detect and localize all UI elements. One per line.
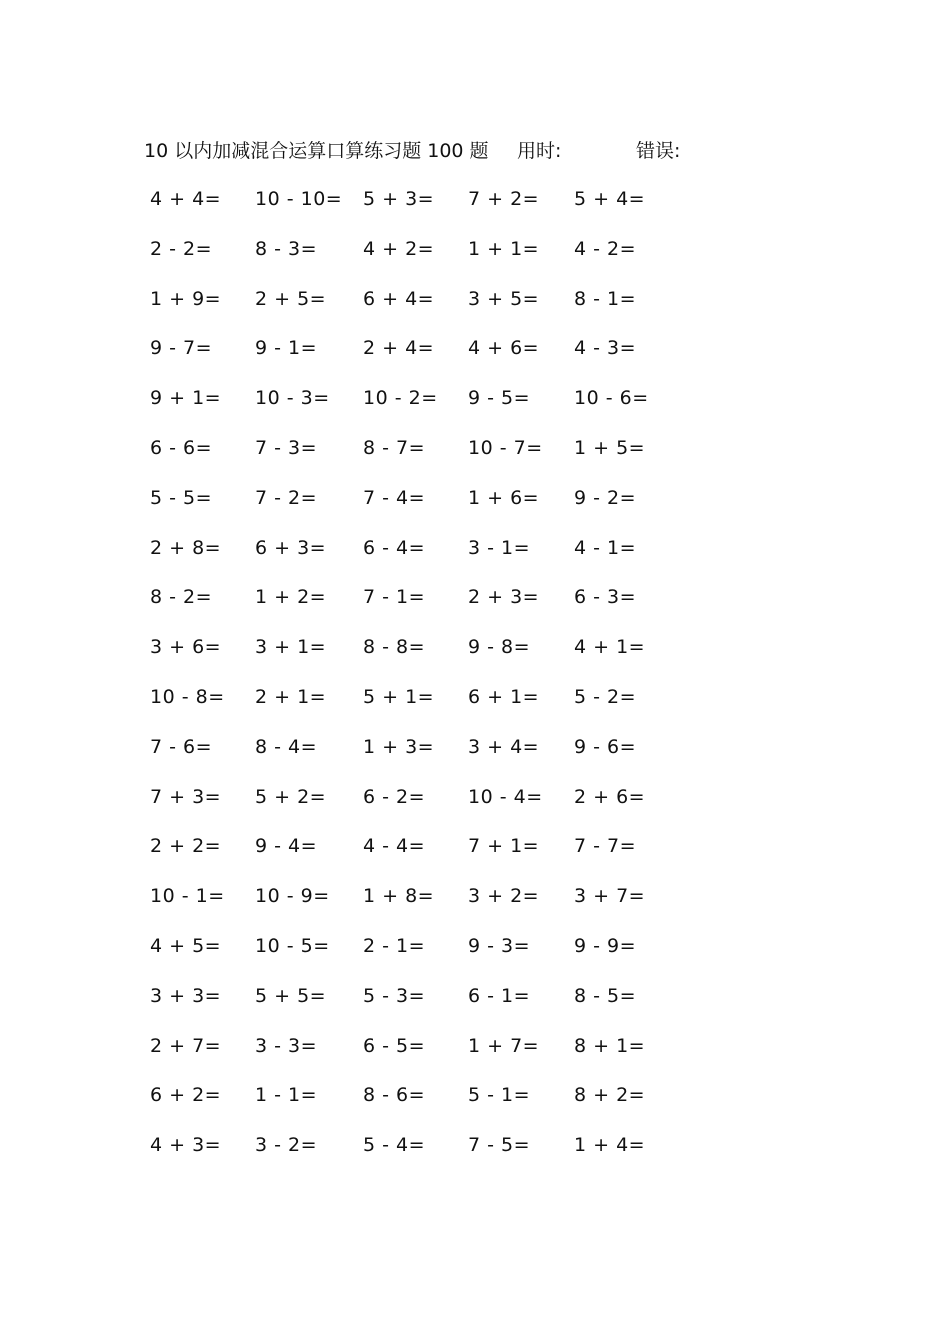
arithmetic-problem: 3 + 7=	[574, 885, 646, 908]
problem-row	[150, 285, 690, 335]
arithmetic-problem: 9 - 7=	[150, 337, 213, 360]
arithmetic-problem: 4 - 1=	[574, 536, 637, 559]
arithmetic-problem: 1 - 1=	[255, 1084, 318, 1107]
arithmetic-problem: 10 - 9=	[255, 885, 330, 908]
arithmetic-problem: 2 + 8=	[150, 536, 222, 559]
arithmetic-problem: 8 - 3=	[255, 237, 318, 260]
arithmetic-problem: 4 + 6=	[468, 337, 540, 360]
problem-row	[150, 534, 690, 584]
arithmetic-problem: 9 - 3=	[468, 934, 531, 957]
problem-row	[150, 334, 690, 384]
arithmetic-problem: 9 - 6=	[574, 735, 637, 758]
arithmetic-problem: 8 - 7=	[363, 436, 426, 459]
arithmetic-problem: 10 - 7=	[468, 436, 543, 459]
arithmetic-problem: 9 + 1=	[150, 387, 222, 410]
arithmetic-problem: 3 + 5=	[468, 287, 540, 310]
arithmetic-problem: 1 + 7=	[468, 1034, 540, 1057]
arithmetic-problem: 6 + 1=	[468, 685, 540, 708]
problem-row	[150, 1131, 690, 1181]
arithmetic-problem: 6 - 5=	[363, 1034, 426, 1057]
time-used-label: 用时:	[517, 140, 562, 162]
arithmetic-problem: 4 + 1=	[574, 636, 646, 659]
arithmetic-problem: 8 - 6=	[363, 1084, 426, 1107]
arithmetic-problem: 4 - 3=	[574, 337, 637, 360]
arithmetic-problem: 5 + 5=	[255, 984, 327, 1007]
problem-row	[150, 235, 690, 285]
arithmetic-problem: 9 - 5=	[468, 387, 531, 410]
arithmetic-problem: 7 + 3=	[150, 785, 222, 808]
arithmetic-problem: 2 + 4=	[363, 337, 435, 360]
arithmetic-problem: 2 + 2=	[150, 835, 222, 858]
problem-row	[150, 484, 690, 534]
arithmetic-problem: 4 + 4=	[150, 188, 222, 210]
arithmetic-problem: 3 - 1=	[468, 536, 531, 559]
arithmetic-problem: 5 + 2=	[255, 785, 327, 808]
arithmetic-problem: 8 - 5=	[574, 984, 637, 1007]
arithmetic-problem: 7 - 4=	[363, 486, 426, 509]
arithmetic-problem: 1 + 2=	[255, 586, 327, 609]
problem-row	[150, 633, 690, 683]
problem-row	[150, 832, 690, 882]
arithmetic-problem: 8 - 8=	[363, 636, 426, 659]
arithmetic-problem: 5 + 1=	[363, 685, 435, 708]
arithmetic-problem: 1 + 8=	[363, 885, 435, 908]
arithmetic-problem: 6 + 3=	[255, 536, 327, 559]
arithmetic-problem: 3 + 4=	[468, 735, 540, 758]
problem-row	[150, 882, 690, 932]
arithmetic-problem: 5 - 4=	[363, 1134, 426, 1157]
worksheet-title: 10 以内加减混合运算口算练习题 100 题	[144, 140, 489, 162]
arithmetic-problem: 5 + 3=	[363, 188, 435, 210]
arithmetic-problem: 7 - 5=	[468, 1134, 531, 1157]
arithmetic-problem: 1 + 6=	[468, 486, 540, 509]
arithmetic-problem: 1 + 9=	[150, 287, 222, 310]
arithmetic-problem: 3 - 3=	[255, 1034, 318, 1057]
arithmetic-problem: 4 + 3=	[150, 1134, 222, 1157]
problem-row	[150, 783, 690, 833]
arithmetic-problem: 5 - 3=	[363, 984, 426, 1007]
arithmetic-problem: 10 - 10=	[255, 188, 343, 210]
arithmetic-problem: 2 + 1=	[255, 685, 327, 708]
problem-row	[150, 583, 690, 633]
problem-row	[150, 185, 690, 235]
arithmetic-problem: 9 - 9=	[574, 934, 637, 957]
arithmetic-problem: 4 - 2=	[574, 237, 637, 260]
arithmetic-problem: 5 - 1=	[468, 1084, 531, 1107]
arithmetic-problem: 10 - 4=	[468, 785, 543, 808]
arithmetic-problem: 6 - 4=	[363, 536, 426, 559]
problem-row	[150, 683, 690, 733]
arithmetic-problem: 7 - 6=	[150, 735, 213, 758]
arithmetic-problem: 7 - 3=	[255, 436, 318, 459]
arithmetic-problem: 9 - 4=	[255, 835, 318, 858]
problem-row	[150, 1032, 690, 1082]
arithmetic-problem: 2 + 7=	[150, 1034, 222, 1057]
arithmetic-problem: 10 - 3=	[255, 387, 330, 410]
arithmetic-problem: 8 - 1=	[574, 287, 637, 310]
arithmetic-problem: 1 + 1=	[468, 237, 540, 260]
arithmetic-problem: 8 + 2=	[574, 1084, 646, 1107]
arithmetic-problem: 7 + 1=	[468, 835, 540, 858]
arithmetic-problem: 4 + 2=	[363, 237, 435, 260]
arithmetic-problem: 2 + 6=	[574, 785, 646, 808]
arithmetic-problem: 6 - 6=	[150, 436, 213, 459]
arithmetic-problem: 4 - 4=	[363, 835, 426, 858]
arithmetic-problem: 5 - 5=	[150, 486, 213, 509]
error-count-label: 错误:	[636, 140, 681, 162]
arithmetic-problem: 10 - 6=	[574, 387, 649, 410]
arithmetic-problem: 2 - 1=	[363, 934, 426, 957]
arithmetic-problem: 10 - 8=	[150, 685, 225, 708]
arithmetic-problem: 5 + 4=	[574, 188, 646, 210]
arithmetic-problem: 4 + 5=	[150, 934, 222, 957]
problem-row	[150, 932, 690, 982]
arithmetic-problem: 9 - 1=	[255, 337, 318, 360]
problem-row	[150, 1081, 690, 1131]
arithmetic-problem: 8 - 2=	[150, 586, 213, 609]
arithmetic-problem: 1 + 5=	[574, 436, 646, 459]
arithmetic-problem: 3 + 6=	[150, 636, 222, 659]
problem-row	[150, 384, 690, 434]
arithmetic-problem: 10 - 1=	[150, 885, 225, 908]
problem-row	[150, 733, 690, 783]
arithmetic-problem: 2 - 2=	[150, 237, 213, 260]
problem-row	[150, 982, 690, 1032]
arithmetic-problem: 6 + 2=	[150, 1084, 222, 1107]
arithmetic-problem: 9 - 8=	[468, 636, 531, 659]
arithmetic-problem: 3 + 3=	[150, 984, 222, 1007]
arithmetic-problem: 2 + 3=	[468, 586, 540, 609]
arithmetic-problem: 1 + 3=	[363, 735, 435, 758]
arithmetic-problem: 8 + 1=	[574, 1034, 646, 1057]
arithmetic-problem: 6 - 2=	[363, 785, 426, 808]
arithmetic-problem: 3 + 1=	[255, 636, 327, 659]
arithmetic-problem: 2 + 5=	[255, 287, 327, 310]
arithmetic-problem: 8 - 4=	[255, 735, 318, 758]
arithmetic-problem: 7 - 2=	[255, 486, 318, 509]
arithmetic-problem: 6 - 3=	[574, 586, 637, 609]
problem-grid	[150, 185, 690, 1181]
arithmetic-problem: 3 - 2=	[255, 1134, 318, 1157]
arithmetic-problem: 7 - 1=	[363, 586, 426, 609]
arithmetic-problem: 7 + 2=	[468, 188, 540, 210]
arithmetic-problem: 9 - 2=	[574, 486, 637, 509]
arithmetic-problem: 1 + 4=	[574, 1134, 646, 1157]
arithmetic-problem: 10 - 2=	[363, 387, 438, 410]
arithmetic-problem: 10 - 5=	[255, 934, 330, 957]
arithmetic-problem: 6 - 1=	[468, 984, 531, 1007]
arithmetic-problem: 3 + 2=	[468, 885, 540, 908]
arithmetic-problem: 7 - 7=	[574, 835, 637, 858]
arithmetic-problem: 6 + 4=	[363, 287, 435, 310]
arithmetic-problem: 5 - 2=	[574, 685, 637, 708]
problem-row	[150, 434, 690, 484]
